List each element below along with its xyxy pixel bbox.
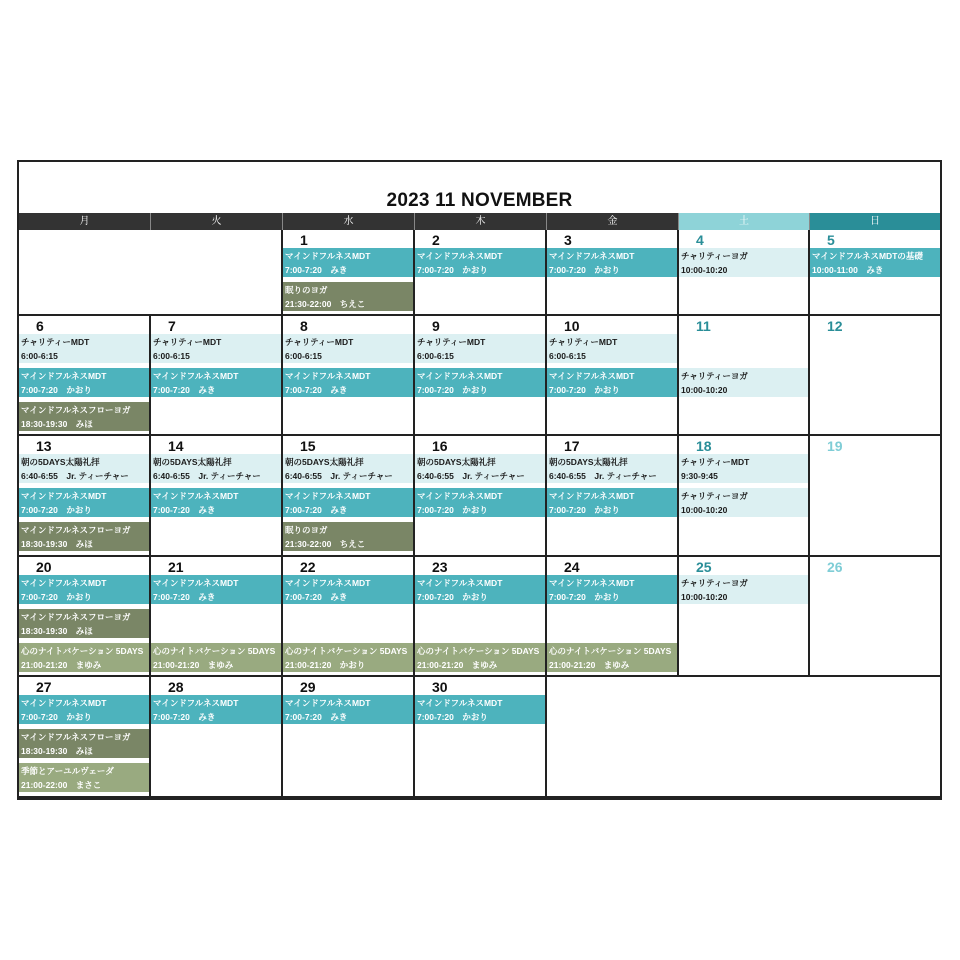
event-name: チャリティーヨガ <box>681 491 748 501</box>
event-name: マインドフルネスMDT <box>153 698 239 708</box>
day-cell <box>283 557 415 677</box>
event-block[interactable] <box>547 575 677 604</box>
event-block[interactable] <box>151 575 281 604</box>
event-name: マインドフルネスMDT <box>21 371 107 381</box>
event-time: 18:30-19:30 みほ <box>21 419 93 429</box>
event-block[interactable] <box>547 488 677 517</box>
day-cell <box>547 557 679 677</box>
day-number: 19 <box>827 438 843 454</box>
empty-cell <box>151 230 283 316</box>
event-name: マインドフルネスフローヨガ <box>21 732 131 742</box>
empty-cell <box>547 677 679 798</box>
event-name: マインドフルネスMDT <box>417 491 503 501</box>
event-name: マインドフルネスMDT <box>153 578 239 588</box>
event-time: 21:00-21:20 かおり <box>285 660 366 670</box>
day-number: 7 <box>168 318 176 334</box>
event-name: 朝の5DAYS太陽礼拝 <box>285 457 364 467</box>
week-row <box>19 677 940 798</box>
event-time: 7:00-7:20 かおり <box>21 385 92 395</box>
event-block[interactable] <box>19 695 149 724</box>
event-block[interactable] <box>415 368 545 397</box>
event-time: 9:30-9:45 <box>681 471 718 481</box>
day-number: 8 <box>300 318 308 334</box>
calendar <box>17 160 942 800</box>
event-time: 7:00-7:20 かおり <box>21 712 92 722</box>
event-time: 21:00-21:20 まゆみ <box>549 660 630 670</box>
day-number: 18 <box>696 438 712 454</box>
event-name: 季節とアーユルヴェーダ <box>21 766 114 776</box>
day-cell <box>19 316 151 436</box>
event-block[interactable] <box>19 488 149 517</box>
event-time: 21:30-22:00 ちえこ <box>285 299 366 309</box>
event-time: 18:30-19:30 みほ <box>21 539 93 549</box>
day-cell <box>415 230 547 316</box>
day-number: 24 <box>564 559 580 575</box>
event-name: マインドフルネスMDT <box>549 578 635 588</box>
event-name: 心のナイトバケーション 5DAYS <box>417 646 540 656</box>
event-block[interactable] <box>151 368 281 397</box>
event-block[interactable] <box>151 695 281 724</box>
event-time: 6:00-6:15 <box>549 351 586 361</box>
event-time: 7:00-7:20 みき <box>285 505 348 515</box>
event-time: 7:00-7:20 かおり <box>549 385 620 395</box>
event-block[interactable] <box>679 575 808 604</box>
event-block[interactable] <box>19 522 149 551</box>
day-cell <box>151 557 283 677</box>
event-time: 7:00-7:20 かおり <box>417 712 488 722</box>
event-name: マインドフルネスMDT <box>549 491 635 501</box>
event-name: 心のナイトバケーション 5DAYS <box>549 646 672 656</box>
event-block[interactable] <box>19 402 149 431</box>
event-name: マインドフルネスMDT <box>21 491 107 501</box>
event-block[interactable] <box>415 454 545 483</box>
event-name: マインドフルネスMDT <box>417 698 503 708</box>
day-number: 20 <box>36 559 52 575</box>
day-number: 28 <box>168 679 184 695</box>
event-name: 朝の5DAYS太陽礼拝 <box>153 457 232 467</box>
day-cell <box>547 230 679 316</box>
day-number: 11 <box>696 318 711 334</box>
event-name: チャリティーヨガ <box>681 371 748 381</box>
event-name: 心のナイトバケーション 5DAYS <box>21 646 144 656</box>
event-name: 心のナイトバケーション 5DAYS <box>285 646 408 656</box>
weekday-3: 木 <box>415 213 547 230</box>
day-cell <box>679 316 810 436</box>
event-name: 朝の5DAYS太陽礼拝 <box>417 457 496 467</box>
event-block[interactable] <box>679 368 808 397</box>
day-cell <box>283 316 415 436</box>
day-cell <box>679 557 810 677</box>
event-name: マインドフルネスMDTの基礎 <box>812 251 923 261</box>
event-block[interactable] <box>283 282 413 311</box>
event-block[interactable] <box>19 368 149 397</box>
event-time: 6:40-6:55 Jr. ティーチャー <box>21 471 129 481</box>
event-name: マインドフルネスMDT <box>21 578 107 588</box>
event-time: 7:00-7:20 みき <box>285 712 348 722</box>
event-block[interactable] <box>151 643 281 672</box>
day-number: 5 <box>827 232 835 248</box>
week-row <box>19 557 940 677</box>
day-cell <box>547 436 679 557</box>
event-block[interactable] <box>19 729 149 758</box>
week-row <box>19 230 940 316</box>
event-time: 18:30-19:30 みほ <box>21 626 93 636</box>
event-time: 7:00-7:20 みき <box>153 592 216 602</box>
event-time: 10:00-11:00 みき <box>812 265 884 275</box>
event-block[interactable] <box>283 695 413 724</box>
day-cell <box>415 316 547 436</box>
event-name: マインドフルネスMDT <box>285 371 371 381</box>
day-number: 4 <box>696 232 704 248</box>
event-block[interactable] <box>19 763 149 792</box>
event-time: 7:00-7:20 みき <box>285 265 348 275</box>
event-time: 7:00-7:20 かおり <box>549 505 620 515</box>
empty-cell <box>19 230 151 316</box>
event-name: マインドフルネスMDT <box>285 251 371 261</box>
event-block[interactable] <box>283 488 413 517</box>
event-name: 心のナイトバケーション 5DAYS <box>153 646 276 656</box>
event-time: 6:40-6:55 Jr. ティーチャー <box>549 471 657 481</box>
day-number: 9 <box>432 318 440 334</box>
event-block[interactable] <box>415 643 545 672</box>
event-name: 朝の5DAYS太陽礼拝 <box>549 457 628 467</box>
event-block[interactable] <box>547 334 677 363</box>
event-time: 10:00-10:20 <box>681 505 728 515</box>
event-name: マインドフルネスMDT <box>285 578 371 588</box>
day-number: 22 <box>300 559 316 575</box>
event-block[interactable] <box>415 575 545 604</box>
event-block[interactable] <box>415 488 545 517</box>
day-cell <box>415 677 547 798</box>
event-block[interactable] <box>679 248 808 277</box>
day-cell <box>19 557 151 677</box>
event-block[interactable] <box>283 643 413 672</box>
weekday-header <box>19 213 940 230</box>
day-cell <box>151 316 283 436</box>
event-block[interactable] <box>415 248 545 277</box>
day-cell <box>415 557 547 677</box>
event-name: チャリティーMDT <box>21 337 90 347</box>
event-name: マインドフルネスMDT <box>417 578 503 588</box>
day-cell <box>547 316 679 436</box>
day-cell <box>679 436 810 557</box>
week-row <box>19 316 940 436</box>
day-cell <box>283 677 415 798</box>
event-time: 6:00-6:15 <box>417 351 454 361</box>
event-time: 21:00-21:20 まゆみ <box>21 660 102 670</box>
event-name: マインドフルネスMDT <box>417 371 503 381</box>
event-name: チャリティーMDT <box>153 337 222 347</box>
day-number: 2 <box>432 232 440 248</box>
event-time: 6:40-6:55 Jr. ティーチャー <box>417 471 525 481</box>
day-number: 1 <box>300 232 308 248</box>
day-cell <box>283 436 415 557</box>
event-time: 6:00-6:15 <box>21 351 58 361</box>
day-cell <box>19 677 151 798</box>
event-name: マインドフルネスフローヨガ <box>21 405 131 415</box>
day-number: 15 <box>300 438 316 454</box>
event-name: チャリティーMDT <box>417 337 486 347</box>
day-number: 21 <box>168 559 184 575</box>
event-time: 7:00-7:20 みき <box>153 385 216 395</box>
event-time: 21:00-21:20 まゆみ <box>417 660 498 670</box>
event-name: チャリティーMDT <box>285 337 354 347</box>
event-block[interactable] <box>19 454 149 483</box>
day-number: 12 <box>827 318 843 334</box>
event-time: 7:00-7:20 かおり <box>549 592 620 602</box>
day-cell <box>19 436 151 557</box>
event-time: 6:00-6:15 <box>285 351 322 361</box>
event-block[interactable] <box>283 334 413 363</box>
empty-cell <box>679 677 810 798</box>
event-block[interactable] <box>547 643 677 672</box>
event-block[interactable] <box>547 454 677 483</box>
event-block[interactable] <box>151 454 281 483</box>
weekday-6: 日 <box>810 213 940 230</box>
day-number: 17 <box>564 438 580 454</box>
calendar-title: 2023 11 NOVEMBER <box>386 190 573 211</box>
event-time: 7:00-7:20 みき <box>153 712 216 722</box>
event-name: マインドフルネスMDT <box>285 491 371 501</box>
event-block[interactable] <box>547 368 677 397</box>
event-name: マインドフルネスMDT <box>153 491 239 501</box>
event-name: マインドフルネスMDT <box>285 698 371 708</box>
day-number: 6 <box>36 318 44 334</box>
event-block[interactable] <box>283 454 413 483</box>
day-cell <box>810 557 940 677</box>
event-block[interactable] <box>810 248 940 277</box>
event-name: マインドフルネスMDT <box>549 251 635 261</box>
day-cell <box>415 436 547 557</box>
event-block[interactable] <box>283 575 413 604</box>
day-number: 30 <box>432 679 448 695</box>
event-time: 7:00-7:20 かおり <box>417 505 488 515</box>
event-time: 7:00-7:20 みき <box>285 385 348 395</box>
event-name: チャリティーMDT <box>681 457 750 467</box>
event-name: チャリティーヨガ <box>681 578 748 588</box>
event-block[interactable] <box>547 248 677 277</box>
event-time: 6:40-6:55 Jr. ティーチャー <box>153 471 261 481</box>
event-time: 6:40-6:55 Jr. ティーチャー <box>285 471 393 481</box>
event-block[interactable] <box>19 609 149 638</box>
event-name: マインドフルネスフローヨガ <box>21 612 131 622</box>
event-block[interactable] <box>151 488 281 517</box>
event-block[interactable] <box>415 334 545 363</box>
event-time: 7:00-7:20 かおり <box>21 505 92 515</box>
event-time: 7:00-7:20 かおり <box>21 592 92 602</box>
event-time: 10:00-10:20 <box>681 592 728 602</box>
event-time: 7:00-7:20 かおり <box>417 265 488 275</box>
day-number: 13 <box>36 438 52 454</box>
event-time: 21:00-21:20 まゆみ <box>153 660 234 670</box>
event-block[interactable] <box>19 643 149 672</box>
event-block[interactable] <box>283 248 413 277</box>
day-number: 3 <box>564 232 572 248</box>
event-time: 7:00-7:20 かおり <box>417 385 488 395</box>
event-name: 朝の5DAYS太陽礼拝 <box>21 457 100 467</box>
event-time: 7:00-7:20 みき <box>153 505 216 515</box>
event-block[interactable] <box>151 334 281 363</box>
day-cell <box>810 230 940 316</box>
day-number: 29 <box>300 679 316 695</box>
event-time: 7:00-7:20 みき <box>285 592 348 602</box>
day-number: 26 <box>827 559 843 575</box>
event-name: 眠りのヨガ <box>285 285 328 295</box>
event-name: 眠りのヨガ <box>285 525 328 535</box>
event-name: チャリティーヨガ <box>681 251 748 261</box>
day-cell <box>283 230 415 316</box>
event-name: マインドフルネスMDT <box>549 371 635 381</box>
weekday-0: 月 <box>19 213 151 230</box>
event-time: 21:00-22:00 まさこ <box>21 780 102 790</box>
day-cell <box>151 677 283 798</box>
day-number: 16 <box>432 438 448 454</box>
event-block[interactable] <box>19 575 149 604</box>
event-block[interactable] <box>283 522 413 551</box>
event-name: チャリティーMDT <box>549 337 618 347</box>
event-name: マインドフルネスMDT <box>153 371 239 381</box>
week-row <box>19 436 940 557</box>
weekday-2: 水 <box>283 213 415 230</box>
day-number: 23 <box>432 559 448 575</box>
event-name: マインドフルネスMDT <box>21 698 107 708</box>
event-time: 21:30-22:00 ちえこ <box>285 539 366 549</box>
event-time: 10:00-10:20 <box>681 265 728 275</box>
event-block[interactable] <box>19 334 149 363</box>
day-number: 27 <box>36 679 52 695</box>
day-cell <box>810 436 940 557</box>
event-time: 18:30-19:30 みほ <box>21 746 93 756</box>
weekday-4: 金 <box>547 213 679 230</box>
event-time: 6:00-6:15 <box>153 351 190 361</box>
day-number: 10 <box>564 318 580 334</box>
event-block[interactable] <box>283 368 413 397</box>
day-cell <box>679 230 810 316</box>
day-cell <box>810 316 940 436</box>
event-block[interactable] <box>415 695 545 724</box>
empty-cell <box>810 677 940 798</box>
event-block[interactable] <box>679 488 808 517</box>
day-number: 14 <box>168 438 184 454</box>
event-time: 7:00-7:20 かおり <box>417 592 488 602</box>
event-time: 7:00-7:20 かおり <box>549 265 620 275</box>
event-name: マインドフルネスフローヨガ <box>21 525 131 535</box>
day-cell <box>151 436 283 557</box>
weekday-5: 土 <box>679 213 810 230</box>
event-time: 10:00-10:20 <box>681 385 728 395</box>
weekday-1: 火 <box>151 213 283 230</box>
event-name: マインドフルネスMDT <box>417 251 503 261</box>
event-block[interactable] <box>679 454 808 483</box>
day-number: 25 <box>696 559 712 575</box>
